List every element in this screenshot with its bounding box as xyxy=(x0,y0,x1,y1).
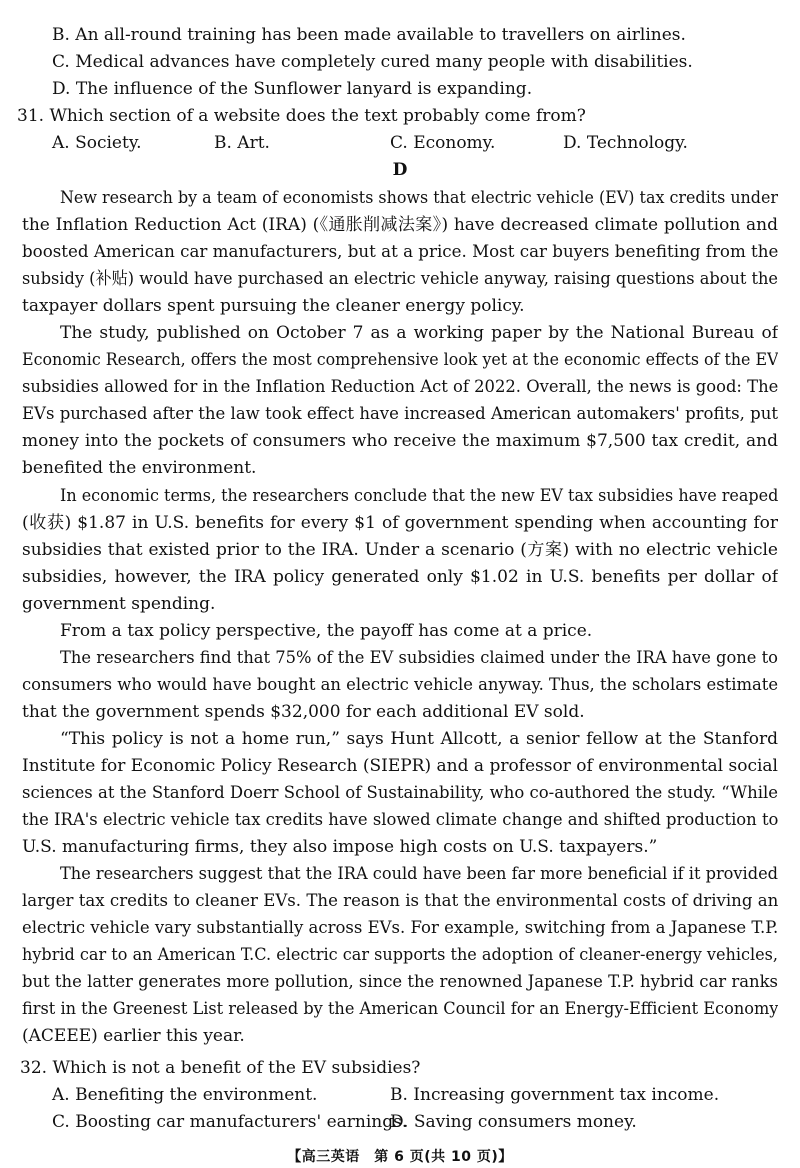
passage-line: subsidies that existed prior to the IRA. Under a scenario (方案) with no electric vehicle xyxy=(22,540,778,560)
q31-option-a: A. Society. xyxy=(52,133,142,153)
passage-line: The study, published on October 7 as a working paper by the National Bureau of xyxy=(60,323,778,343)
q32-option-b: B. Increasing government tax income. xyxy=(390,1085,720,1105)
passage-line: From a tax policy perspective, the payoff has come at a price. xyxy=(60,621,593,641)
passage-line: taxpayer dollars spent pursuing the cleaner energy policy. xyxy=(22,296,525,316)
passage-line: hybrid car to an American T.C. electric car supports the adoption of cleaner-energy vehicles, xyxy=(22,945,778,965)
passage-line: money into the pockets of consumers who receive the maximum $7,500 tax credit, and xyxy=(22,431,778,451)
passage-line: The researchers find that 75% of the EV subsidies claimed under the IRA have gone to xyxy=(60,648,778,668)
passage-line: the IRA's electric vehicle tax credits have slowed climate change and shifted production to xyxy=(22,810,778,830)
passage-line: The researchers suggest that the IRA could have been far more beneficial if it provided xyxy=(60,864,778,884)
q32-option-c: C. Boosting car manufacturers' earnings. xyxy=(52,1112,408,1132)
passage-line: the Inflation Reduction Act (IRA) (《通胀削减法案》) have decreased climate pollution and xyxy=(22,215,778,235)
passage-line: first in the Greenest List released by the American Council for an Energy-Efficient Economy xyxy=(22,999,778,1019)
q31-option-b: B. Art. xyxy=(214,133,270,153)
passage-line: New research by a team of economists shows that electric vehicle (EV) tax credits under xyxy=(60,188,778,208)
passage-line: that the government spends $32,000 for each additional EV sold. xyxy=(22,702,585,722)
q30-option-b: B. An all-round training has been made available to travellers on airlines. xyxy=(52,25,686,45)
passage-line: Economic Research, offers the most comprehensive look yet at the economic effects of the EV xyxy=(22,350,778,370)
passage-line: government spending. xyxy=(22,594,216,614)
page-footer: 【高三英语 第 6 页(共 10 页)】 xyxy=(287,1149,513,1165)
q30-option-d: D. The influence of the Sunflower lanyard is expanding. xyxy=(52,79,533,99)
passage-title: D xyxy=(392,160,408,180)
q32-stem: 32. Which is not a benefit of the EV subsidies? xyxy=(20,1058,421,1078)
passage-line: “This policy is not a home run,” says Hunt Allcott, a senior fellow at the Stanford xyxy=(60,729,778,749)
passage-line: larger tax credits to cleaner EVs. The reason is that the environmental costs of driving an xyxy=(22,891,778,911)
passage-line: U.S. manufacturing firms, they also impose high costs on U.S. taxpayers.” xyxy=(22,837,658,857)
passage-line: benefited the environment. xyxy=(22,458,257,478)
passage-line: In economic terms, the researchers conclude that the new EV tax subsidies have reaped xyxy=(60,486,778,506)
q32-option-a: A. Benefiting the environment. xyxy=(52,1085,318,1105)
q31-stem: 31. Which section of a website does the text probably come from? xyxy=(17,106,586,126)
q30-option-c: C. Medical advances have completely cured many people with disabilities. xyxy=(52,52,693,72)
passage-line: but the latter generates more pollution, since the renowned Japanese T.P. hybrid car ranks xyxy=(22,972,778,992)
passage-line: electric vehicle vary substantially across EVs. For example, switching from a Japanese T.P. xyxy=(22,918,778,938)
passage-line: Institute for Economic Policy Research (SIEPR) and a professor of environmental social xyxy=(22,756,778,776)
q32-option-d: D. Saving consumers money. xyxy=(390,1112,637,1132)
passage-line: subsidy (补贴) would have purchased an electric vehicle anyway, raising questions about the xyxy=(22,269,778,289)
passage-line: (收获) $1.87 in U.S. benefits for every $1 of government spending when accounting for xyxy=(22,513,778,533)
passage-line: subsidies allowed for in the Inflation Reduction Act of 2022. Overall, the news is good: The xyxy=(22,377,778,397)
passage-line: boosted American car manufacturers, but at a price. Most car buyers benefiting from the xyxy=(22,242,778,262)
q31-option-d: D. Technology. xyxy=(563,133,688,153)
passage-line: sciences at the Stanford Doerr School of Sustainability, who co-authored the study. “While xyxy=(22,783,778,803)
q31-option-c: C. Economy. xyxy=(390,133,496,153)
passage-line: EVs purchased after the law took effect have increased American automakers' profits, put xyxy=(22,404,778,424)
passage-line: consumers who would have bought an electric vehicle anyway. Thus, the scholars estimate xyxy=(22,675,778,695)
passage-line: subsidies, however, the IRA policy generated only $1.02 in U.S. benefits per dollar of xyxy=(22,567,778,587)
passage-line: (ACEEE) earlier this year. xyxy=(22,1026,245,1046)
